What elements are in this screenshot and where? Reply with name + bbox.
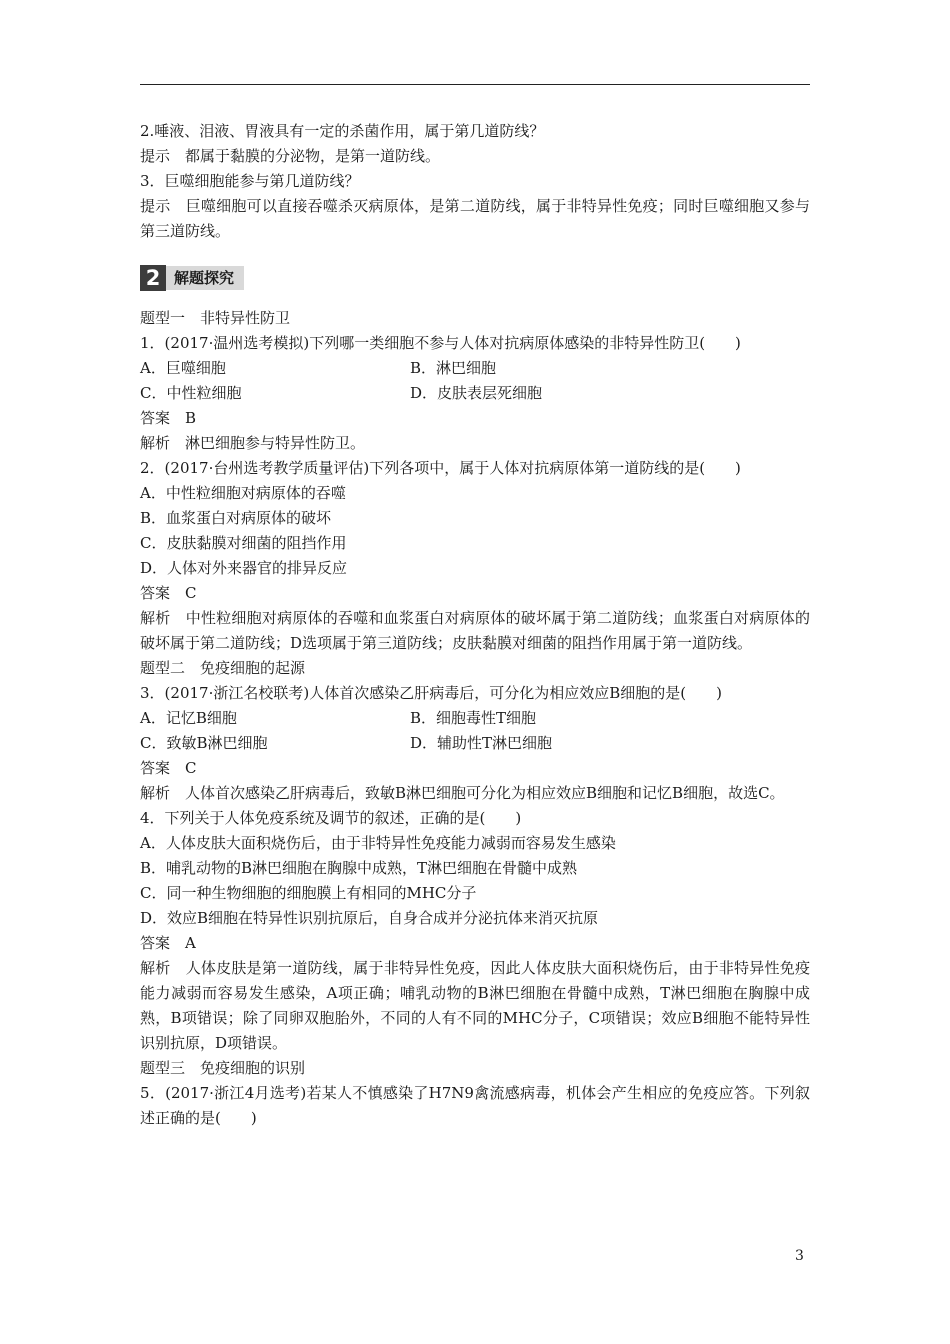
question-text: B．哺乳动物的B淋巴细胞在胸腺中成熟，T淋巴细胞在骨髓中成熟 [140,859,578,877]
section-title: 解题探究 [166,266,244,290]
question-type-heading: 题型三 免疫细胞的识别 [140,1059,306,1077]
option-row [140,731,810,756]
answer-option: D．皮肤表层死细胞 [410,384,543,402]
answer-option: A．巨噬细胞 [140,359,226,377]
question-text: A．人体皮肤大面积烧伤后，由于非特异性免疫能力减弱而容易发生感染 [140,834,616,852]
question-text: C．皮肤黏膜对细菌的阻挡作用 [140,534,347,552]
explanation-text: 解析 人体皮肤是第一道防线，属于非特异性免疫，因此人体皮肤大面积烧伤后，由于非特异性免疫能力减弱而容易发生感染，A项正确；哺乳动物的B淋巴细胞在骨髓中成熟，T淋巴细胞在胸腺中成熟，B项错误；除了同卵双胞胎外，不同的人有不同的MHC分子，C项错误；效应B细胞不能特异性识别抗原，D项错误。 [140,959,810,1052]
answer-option: B．细胞毒性T细胞 [410,709,537,727]
section-header [140,264,810,292]
page-number: 3 [795,1248,804,1264]
answer-option: C．致敏B淋巴细胞 [140,734,268,752]
explanation-text: 解析 中性粒细胞对病原体的吞噬和血浆蛋白对病原体的破坏属于第二道防线；血浆蛋白对病原体的破坏属于第二道防线；D选项属于第三道防线；皮肤黏膜对细菌的阻挡作用属于第一道防线。 [140,609,810,652]
intro-line: 提示 巨噬细胞可以直接吞噬杀灭病原体，是第二道防线，属于非特异性免疫；同时巨噬细胞又参与第三道防线。 [140,197,810,240]
question-text: D．人体对外来器官的排异反应 [140,559,348,577]
question-text: B．血浆蛋白对病原体的破坏 [140,509,332,527]
question-text: 2．(2017·台州选考教学质量评估)下列各项中，属于人体对抗病原体第一道防线的是( ) [140,459,741,477]
question-text: D．效应B细胞在特异性识别抗原后，自身合成并分泌抗体来消灭抗原 [140,909,599,927]
document-body [140,119,810,1131]
option-row [140,381,810,406]
answer-line: 答案 B [140,409,197,427]
answer-option: D．辅助性T淋巴细胞 [410,734,553,752]
question-list [140,306,810,1131]
question-type-heading: 题型二 免疫细胞的起源 [140,659,306,677]
answer-option: B．淋巴细胞 [410,359,497,377]
question-text: 1．(2017·温州选考模拟)下列哪一类细胞不参与人体对抗病原体感染的非特异性防卫( ) [140,334,741,352]
answer-option: A．记忆B细胞 [140,709,237,727]
intro-line: 提示 都属于黏膜的分泌物，是第一道防线。 [140,147,441,165]
header-rule [140,84,810,85]
answer-option: C．中性粒细胞 [140,384,242,402]
question-text: A．中性粒细胞对病原体的吞噬 [140,484,346,502]
answer-line: 答案 A [140,934,196,952]
question-text: C．同一种生物细胞的细胞膜上有相同的MHC分子 [140,884,477,902]
question-type-heading: 题型一 非特异性防卫 [140,309,291,327]
question-text: 3．(2017·浙江名校联考)人体首次感染乙肝病毒后，可分化为相应效应B细胞的是( ) [140,684,722,702]
option-row [140,706,810,731]
intro-line: 2.唾液、泪液、胃液具有一定的杀菌作用，属于第几道防线？ [140,122,545,140]
answer-line: 答案 C [140,584,197,602]
option-row [140,356,810,381]
explanation-text: 解析 淋巴细胞参与特异性防卫。 [140,434,366,452]
question-text: 4．下列关于人体免疫系统及调节的叙述，正确的是( ) [140,809,522,827]
explanation-text: 解析 人体首次感染乙肝病毒后，致敏B淋巴细胞可分化为相应效应B细胞和记忆B细胞，故选C。 [140,784,785,802]
intro-line: 3．巨噬细胞能参与第几道防线？ [140,172,360,190]
question-text: 5．(2017·浙江4月选考)若某人不慎感染了H7N9禽流感病毒，机体会产生相应的免疫应答。下列叙述正确的是( ) [140,1084,810,1127]
intro-section [140,119,810,244]
answer-line: 答案 C [140,759,197,777]
section-number: 2 [140,265,166,291]
